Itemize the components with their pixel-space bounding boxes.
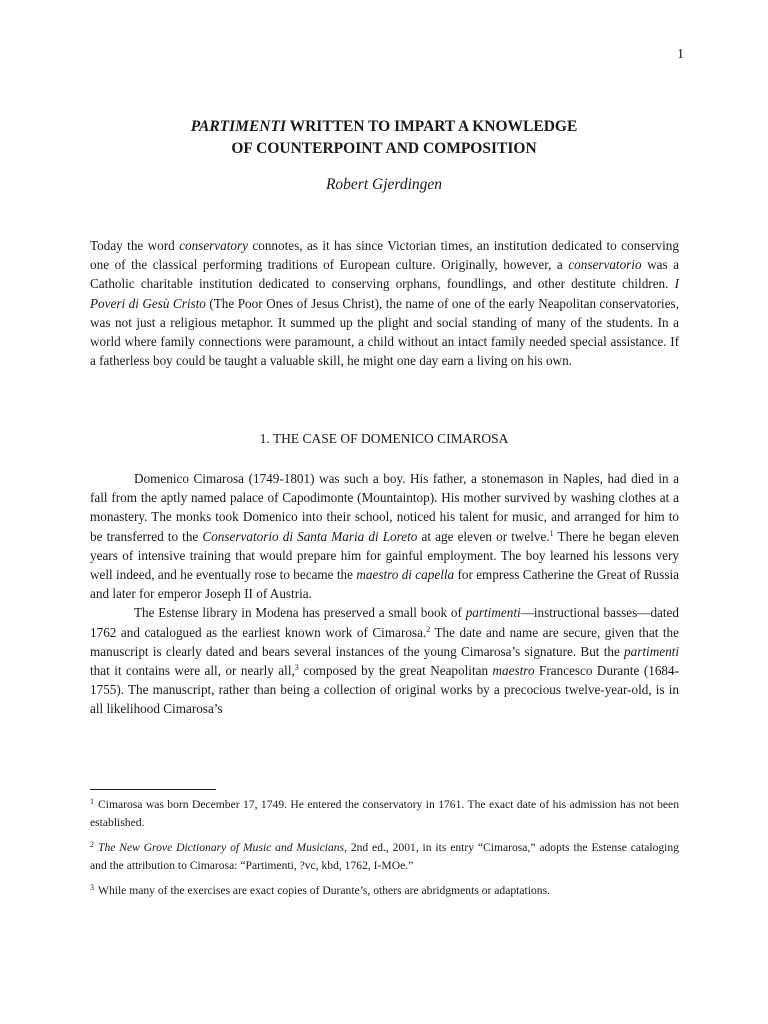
intro-italic: conservatory (179, 238, 248, 253)
paragraph-italic: maestro di capella (356, 567, 455, 583)
footnote-divider (90, 789, 216, 790)
intro-text: was a Catholic charitable institution dedicated to conserving orphans, foundlings, and other destitute children. (90, 257, 679, 292)
paragraph-italic: Conservatorio di Santa Maria di Loreto (202, 528, 418, 544)
footnote-ref-2[interactable]: 2 (426, 624, 431, 634)
intro-text: connotes, as it has since Victorian times, an institution dedicated to conserving one of the classical performing traditions of European culture. Originally, however, a (90, 238, 679, 273)
author-name: Robert Gjerdingen (325, 176, 443, 193)
intro-text: (The Poor Ones of Jesus Christ), the name of one of the early Neapolitan conservatories, was not just a religious metaphor. It summed up the plight and social standing of many of the students. In a world where family connections were paramount, a child without an intact family needed special assistance. If a fatherless boy could be taught a valuable skill, he might one day earn a living on his own. (90, 295, 679, 369)
paragraph-text: at age eleven or twelve. (417, 528, 550, 544)
title-line-1 (0, 116, 768, 138)
title-line-1-rest: WRITTEN TO IMPART A KNOWLEDGE (286, 118, 578, 135)
footnotes (90, 796, 679, 908)
intro-italic: I Poveri di Gesù Cristo (90, 276, 679, 311)
paragraph-italic: maestro (492, 663, 535, 679)
intro-paragraph (90, 236, 679, 370)
title-italic-term: PARTIMENTI (190, 118, 286, 135)
page-number: 1 (677, 47, 684, 62)
paragraph-text: The Estense library in Modena has preserved a small book of (134, 605, 466, 621)
section-body (90, 469, 679, 719)
intro-italic: conservatorio (568, 257, 642, 273)
paragraph-text: Domenico Cimarosa (1749-1801) was such a boy. His father, a stonemason in Naples, had died in a fall from the aptly named palace of Capodimonte (Mountaintop). His mother survived by washing clothes at a monastery. The monks took Domenico into their school, noticed his talent for music, and arranged for him to be transferred to the (90, 471, 679, 544)
paragraph-text: for empress Catherine the Great of Russia and later for emperor Joseph II of Austria. (90, 567, 679, 602)
section-heading: 1. THE CASE OF DOMENICO CIMAROSA (259, 431, 509, 446)
paragraph-text: The date and name are secure, given that the manuscript is clearly dated and bears several instances of the young Cimarosa’s signature. But the (90, 624, 679, 659)
paragraph-text: There he began eleven years of intensive training that would prepare him for gainful employment. The boy learned his lessons very well indeed, and he eventually rose to became the (90, 528, 679, 583)
footnote-text: Cimarosa was born December 17, 1749. He entered the conservatory in 1761. The exact date of his admission has not been established. (90, 798, 679, 829)
footnote-3 (90, 882, 679, 900)
footnote-mark: 2 (90, 840, 94, 849)
footnote-2 (90, 839, 679, 874)
footnote-text: , 2nd ed., 2001, in its entry “Cimarosa,” adopts the Estense cataloging and the attribution to Cimarosa: “Partimenti, ?vc, kbd, 1762, I-MOe.” (90, 841, 679, 872)
footnote-1 (90, 796, 679, 831)
paragraph-text: —instructional basses—dated 1762 and catalogued as the earliest known work of Cimarosa. (90, 605, 679, 640)
body-paragraph-1 (90, 469, 679, 603)
paragraph-text: Francesco Durante (1684-1755). The manuscript, rather than being a collection of original works by a precocious twelve-year-old, is in all likelihood Cimarosa’s (90, 663, 680, 717)
paragraph-text: composed by the great Neapolitan (298, 663, 493, 679)
footnote-ref-1[interactable]: 1 (549, 528, 554, 538)
footnote-mark: 3 (90, 883, 94, 892)
footnote-italic: The New Grove Dictionary of Music and Musicians (98, 841, 345, 854)
footnote-text: While many of the exercises are exact copies of Durante’s, others are abridgments or adaptations. (98, 884, 550, 897)
body-paragraph-2 (90, 603, 679, 718)
title-line-2: OF COUNTERPOINT AND COMPOSITION (231, 140, 537, 157)
paragraph-italic: partimenti (465, 605, 521, 621)
paragraph-italic: partimenti (624, 643, 679, 659)
footnote-mark: 1 (90, 797, 94, 806)
paragraph-text: that it contains were all, or nearly all, (90, 663, 295, 679)
intro-text: Today the word (90, 238, 180, 253)
footnote-ref-3[interactable]: 3 (294, 663, 299, 673)
article-title (0, 116, 768, 160)
